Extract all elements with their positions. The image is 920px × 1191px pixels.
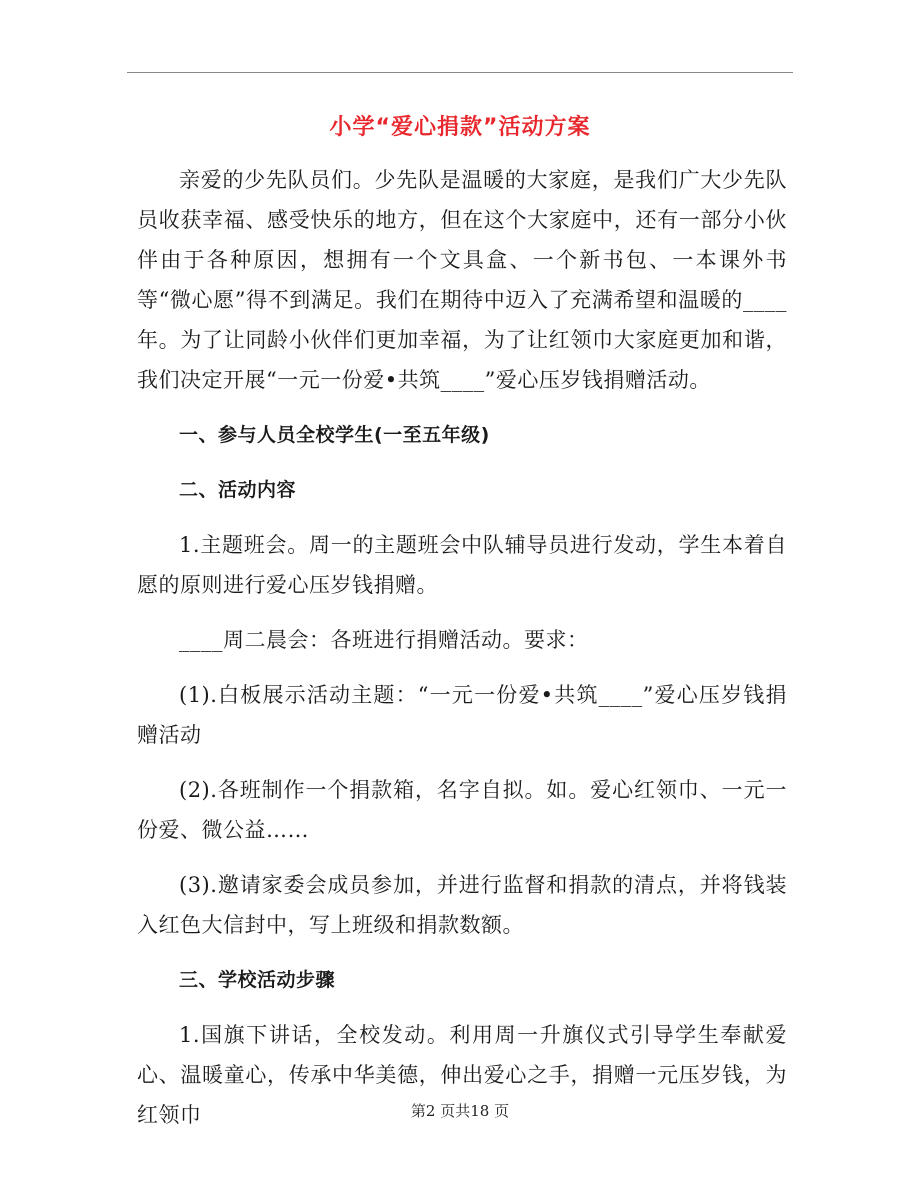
- header-rule: [127, 72, 793, 73]
- page-number: 第2 页共18 页: [410, 1102, 510, 1120]
- item-theme-meeting: 1.主题班会。周一的主题班会中队辅导员进行发动，学生本着自愿的原则进行爱心压岁钱捐赠。: [137, 533, 787, 597]
- step-1: 1.国旗下讲话，全校发动。利用周一升旗仪式引导学生奉献爱心、温暖童心，传承中华美德，伸出爱心之手，捐赠一元压岁钱，为红领巾: [137, 1023, 787, 1127]
- requirement-3: (3).邀请家委会成员参加，并进行监督和捐款的清点，并将钱装入红色大信封中，写上班级和捐款数额。: [137, 873, 787, 937]
- item-tuesday-meeting: ____周二晨会：各班进行捐赠活动。要求：: [179, 628, 589, 652]
- document-title: 小学“爱心捐款”活动方案: [329, 115, 591, 140]
- document-body: [137, 160, 787, 1150]
- section-heading-steps: 三、学校活动步骤: [179, 969, 336, 991]
- requirement-2: (2).各班制作一个捐款箱，名字自拟。如。爱心红领巾、一元一份爱、微公益……: [137, 778, 787, 842]
- intro-paragraph: 亲爱的少先队员们。少先队是温暖的大家庭，是我们广大少先队员收获幸福、感受快乐的地方，但在这个大家庭中，还有一部分小伙伴由于各种原因，想拥有一个文具盒、一个新书包、一本课外书等“微心愿”得不到满足。我们在期待中迈入了充满希望和温暖的____年。为了让同龄小伙伴们更加幸福，为了让红领巾大家庭更加和谐，我们决定开展“一元一份爱•共筑____”爱心压岁钱捐赠活动。: [137, 168, 787, 392]
- section-heading-content: 二、活动内容: [179, 479, 297, 501]
- section-heading-participants: 一、参与人员全校学生(一至五年级): [179, 424, 490, 446]
- requirement-1: (1).白板展示活动主题：“一元一份爱•共筑____”爱心压岁钱捐赠活动: [137, 683, 787, 747]
